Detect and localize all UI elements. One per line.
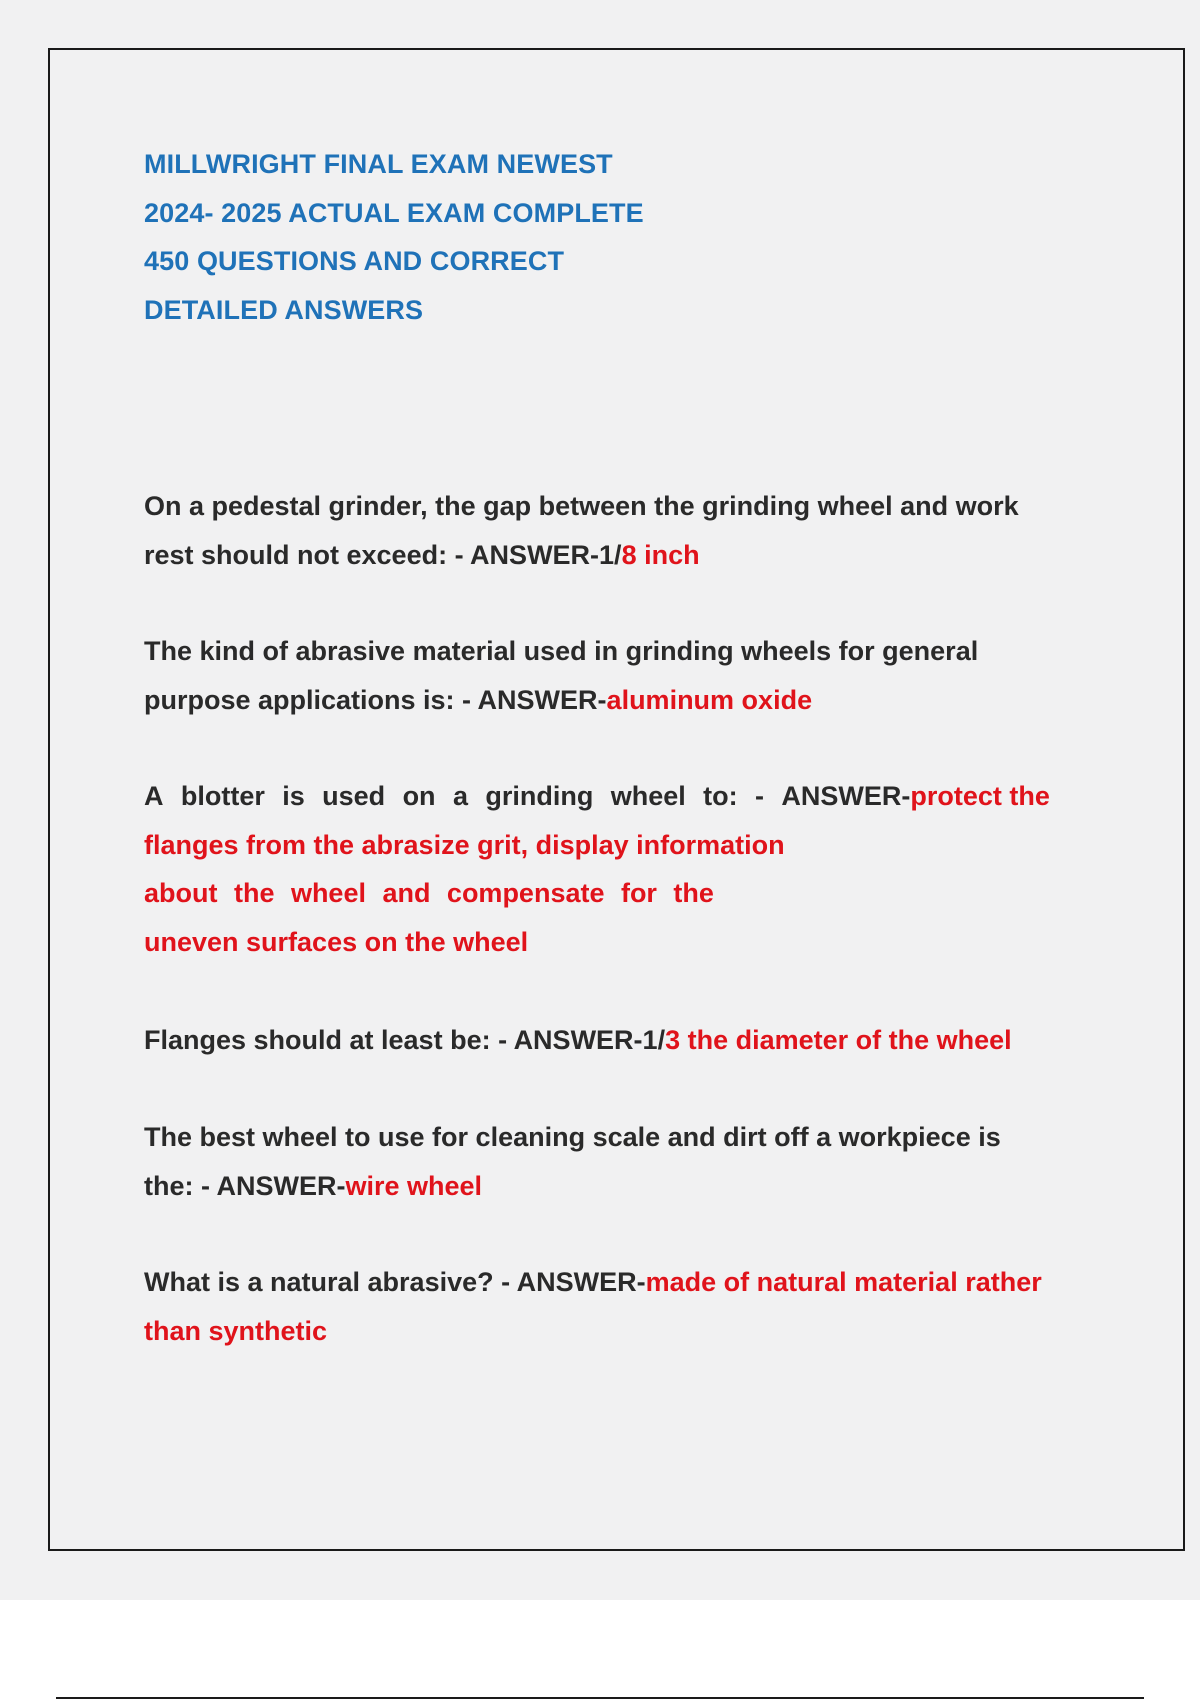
answer-text: protect the xyxy=(910,781,1050,811)
title-line-2: 2024- 2025 ACTUAL EXAM COMPLETE xyxy=(144,197,644,228)
qa-item-3 xyxy=(144,772,1050,966)
question-text: The best wheel to use for cleaning scale and dirt off a workpiece is xyxy=(144,1122,1001,1152)
answer-text: made of natural material rather xyxy=(645,1267,1042,1297)
answer-text: than synthetic xyxy=(144,1315,328,1346)
question-answer-line xyxy=(144,772,1050,821)
answer-word: the xyxy=(673,878,714,908)
question-word: blotter xyxy=(180,781,265,811)
question-word: - xyxy=(754,781,764,811)
answer-word: compensate xyxy=(446,878,605,908)
answer-text: 3 the diameter of the wheel xyxy=(665,1025,1012,1055)
qa-item-4 xyxy=(144,1016,1084,1065)
question-text: rest should not exceed: - ANSWER-1/ xyxy=(144,539,622,570)
qa-item-6 xyxy=(144,1258,1084,1355)
title-line-4: DETAILED ANSWERS xyxy=(144,294,424,325)
question-text: On a pedestal grinder, the gap between the grinding wheel and work xyxy=(144,491,1019,521)
answer-word: the xyxy=(233,878,275,908)
qa-item-2 xyxy=(144,627,1084,724)
question-answer-line xyxy=(144,1162,1084,1211)
question-word: is xyxy=(282,781,305,811)
title-line-1: MILLWRIGHT FINAL EXAM NEWEST xyxy=(144,149,613,179)
answer-text: 8 inch xyxy=(621,539,700,570)
question-text: purpose applications is: - ANSWER- xyxy=(144,684,607,715)
answer-text: wire wheel xyxy=(345,1170,483,1201)
answer-text: uneven surfaces on the wheel xyxy=(144,926,529,957)
answer-text-line xyxy=(144,869,714,918)
answer-word: about xyxy=(144,878,218,908)
question-answer-line xyxy=(144,531,1084,580)
question-text: The kind of abrasive material used in grinding wheels for general xyxy=(144,636,979,666)
footer-rule xyxy=(56,1697,1144,1699)
answer-text: flanges from the abrasize grit, display information xyxy=(144,829,785,860)
document-title xyxy=(144,140,844,334)
question-text: Flanges should at least be: - ANSWER-1/ xyxy=(144,1025,666,1055)
question-answer-line xyxy=(144,1258,1084,1307)
question-word: to: xyxy=(703,781,738,811)
title-line-3: 450 QUESTIONS AND CORRECT xyxy=(144,246,565,276)
answer-word: and xyxy=(382,878,431,908)
question-word: on xyxy=(402,781,436,811)
question-word: used xyxy=(322,781,386,811)
question-word: a xyxy=(452,781,468,811)
question-word: grinding xyxy=(485,781,594,811)
qa-item-1 xyxy=(144,482,1084,579)
question-answer-line xyxy=(144,676,1084,725)
question-answer-line xyxy=(144,1016,1084,1065)
question-text: What is a natural abrasive? - ANSWER- xyxy=(144,1267,646,1297)
answer-word: wheel xyxy=(290,878,366,908)
question-text: ANSWER- xyxy=(781,781,911,811)
question-word: wheel xyxy=(610,781,686,811)
answer-word: for xyxy=(620,878,657,908)
question-word: A xyxy=(144,781,164,811)
answer-text: aluminum oxide xyxy=(606,684,813,715)
question-text: the: - ANSWER- xyxy=(144,1170,346,1201)
qa-item-5 xyxy=(144,1113,1084,1210)
